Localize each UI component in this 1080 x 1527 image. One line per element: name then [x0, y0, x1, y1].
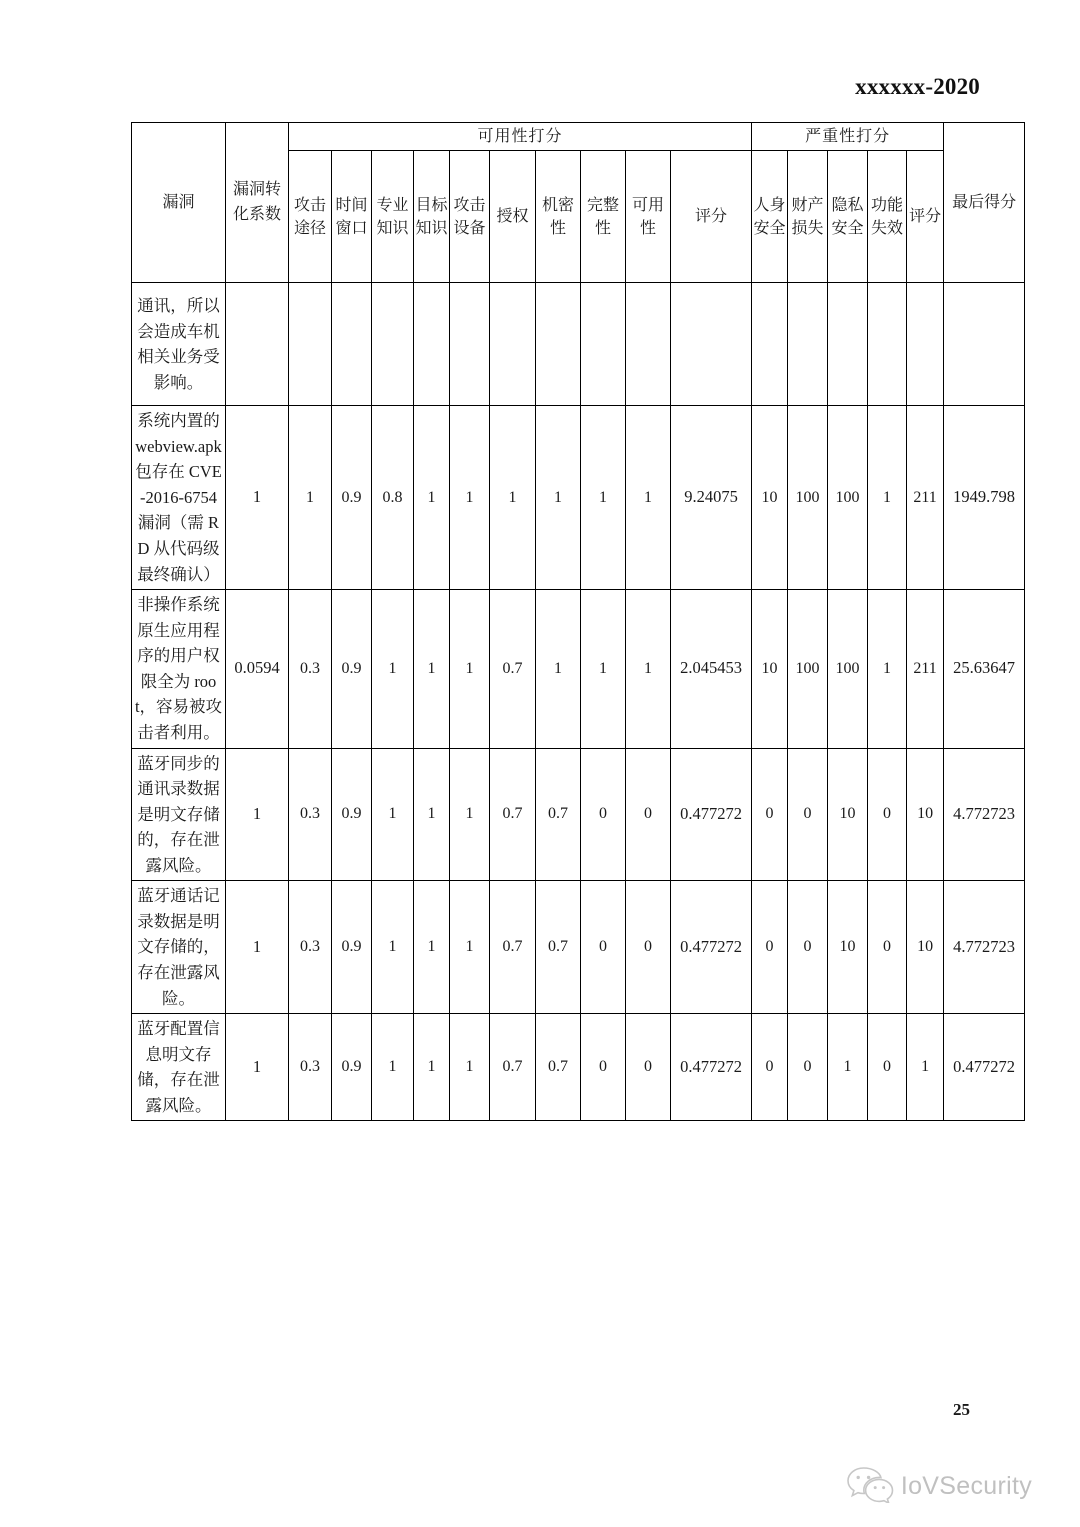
- cell-severity-metric: 0: [788, 1014, 828, 1121]
- cell-availability-metric: [536, 283, 581, 406]
- cell-severity-metric: 10: [828, 748, 868, 881]
- cell-vulnerability: 非操作系统原生应用程序的用户权限全为 root，容易被攻击者利用。: [132, 590, 226, 748]
- cell-availability-metric: 0.3: [289, 748, 332, 881]
- cell-severity-metric: 1: [868, 406, 907, 590]
- header-vulnerability: 漏洞: [132, 123, 226, 283]
- cell-availability-metric: 0.7: [536, 748, 581, 881]
- cell-severity-score: 10: [907, 748, 944, 881]
- cell-severity-metric: 0: [752, 1014, 788, 1121]
- cell-availability-metric: 0.3: [289, 881, 332, 1014]
- cell-severity-score: 211: [907, 590, 944, 748]
- cell-severity-metric: [868, 283, 907, 406]
- cell-availability-metric: 1: [581, 590, 626, 748]
- header-availability: 可用性: [626, 151, 671, 283]
- cell-availability-metric: 0: [626, 748, 671, 881]
- cell-availability-metric: 1: [372, 590, 414, 748]
- wechat-icon: [846, 1465, 894, 1508]
- cell-availability-metric: 0.9: [332, 406, 372, 590]
- cell-availability-metric: 1: [581, 406, 626, 590]
- cell-availability-metric: 1: [414, 406, 450, 590]
- cell-conversion-coefficient: 0.0594: [226, 590, 289, 748]
- cell-availability-metric: 1: [536, 590, 581, 748]
- table-row: [132, 881, 1025, 1014]
- cell-availability-metric: 0: [626, 881, 671, 1014]
- cell-severity-metric: 1: [868, 590, 907, 748]
- cell-severity-metric: 10: [752, 406, 788, 590]
- cell-availability-metric: [414, 283, 450, 406]
- cell-availability-metric: [289, 283, 332, 406]
- cell-severity-score: 10: [907, 881, 944, 1014]
- cell-severity-metric: 0: [788, 748, 828, 881]
- vulnerability-score-table: [131, 122, 1025, 1121]
- header-confidentiality: 机密性: [536, 151, 581, 283]
- cell-availability-metric: 1: [414, 1014, 450, 1121]
- cell-availability-metric: 0.9: [332, 590, 372, 748]
- header-availability-score: 评分: [671, 151, 752, 283]
- cell-vulnerability: 蓝牙配置信息明文存储，存在泄露风险。: [132, 1014, 226, 1121]
- cell-severity-score: [907, 283, 944, 406]
- cell-availability-metric: 1: [450, 406, 490, 590]
- cell-availability-metric: 0.3: [289, 590, 332, 748]
- header-integrity: 完整性: [581, 151, 626, 283]
- cell-availability-score: 0.477272: [671, 1014, 752, 1121]
- cell-availability-metric: [372, 283, 414, 406]
- header-group-availability: 可用性打分: [289, 123, 752, 151]
- cell-availability-metric: 1: [450, 881, 490, 1014]
- header-privacy-security: 隐私安全: [828, 151, 868, 283]
- cell-availability-metric: 1: [372, 1014, 414, 1121]
- table-body: [132, 283, 1025, 1121]
- cell-availability-metric: [581, 283, 626, 406]
- cell-availability-metric: 1: [414, 590, 450, 748]
- cell-availability-metric: 1: [372, 881, 414, 1014]
- header-attack-vector: 攻击途径: [289, 151, 332, 283]
- cell-severity-metric: 1: [828, 1014, 868, 1121]
- cell-availability-metric: 0: [626, 1014, 671, 1121]
- cell-availability-metric: 0.7: [490, 1014, 536, 1121]
- cell-availability-metric: 0.9: [332, 1014, 372, 1121]
- cell-severity-metric: 100: [788, 406, 828, 590]
- document-header-id: xxxxxx-2020: [855, 74, 980, 99]
- cell-severity-metric: 0: [752, 881, 788, 1014]
- table-header-group-row: [132, 123, 1025, 151]
- cell-severity-metric: 0: [868, 1014, 907, 1121]
- cell-conversion-coefficient: 1: [226, 748, 289, 881]
- cell-severity-metric: [788, 283, 828, 406]
- cell-availability-score: 9.24075: [671, 406, 752, 590]
- cell-severity-metric: 100: [788, 590, 828, 748]
- cell-availability-metric: [490, 283, 536, 406]
- header-function-failure: 功能失效: [868, 151, 907, 283]
- cell-availability-metric: [626, 283, 671, 406]
- cell-vulnerability: 蓝牙通话记录数据是明文存储的，存在泄露风险。: [132, 881, 226, 1014]
- header-expertise: 专业知识: [372, 151, 414, 283]
- table-row: [132, 1014, 1025, 1121]
- header-property-loss: 财产损失: [788, 151, 828, 283]
- cell-availability-score: 2.045453: [671, 590, 752, 748]
- table-row: [132, 406, 1025, 590]
- vulnerability-score-table-wrapper: [131, 122, 1017, 1121]
- cell-availability-metric: 1: [450, 1014, 490, 1121]
- cell-availability-metric: 1: [626, 590, 671, 748]
- watermark: [846, 1465, 1032, 1508]
- header-group-severity: 严重性打分: [752, 123, 944, 151]
- header-time-window: 时间窗口: [332, 151, 372, 283]
- cell-availability-metric: 0.7: [490, 590, 536, 748]
- cell-availability-score: 0.477272: [671, 881, 752, 1014]
- cell-availability-metric: 0: [581, 748, 626, 881]
- table-header: [132, 123, 1025, 283]
- cell-availability-metric: 0: [581, 881, 626, 1014]
- cell-severity-metric: 100: [828, 406, 868, 590]
- cell-availability-metric: 0: [581, 1014, 626, 1121]
- cell-availability-metric: 1: [536, 406, 581, 590]
- cell-availability-metric: [450, 283, 490, 406]
- header-target-knowledge: 目标知识: [414, 151, 450, 283]
- cell-availability-metric: 0.7: [490, 881, 536, 1014]
- page-number: 25: [953, 1400, 970, 1419]
- cell-availability-score: [671, 283, 752, 406]
- header-final-score: 最后得分: [944, 123, 1025, 283]
- cell-availability-metric: 1: [626, 406, 671, 590]
- cell-final-score: 4.772723: [944, 881, 1025, 1014]
- cell-severity-metric: 10: [752, 590, 788, 748]
- cell-availability-metric: 0.9: [332, 748, 372, 881]
- cell-availability-metric: 0.7: [536, 881, 581, 1014]
- cell-availability-metric: 1: [289, 406, 332, 590]
- cell-final-score: 1949.798: [944, 406, 1025, 590]
- cell-severity-metric: 100: [828, 590, 868, 748]
- cell-conversion-coefficient: [226, 283, 289, 406]
- cell-final-score: 0.477272: [944, 1014, 1025, 1121]
- cell-availability-metric: 0.3: [289, 1014, 332, 1121]
- cell-availability-metric: 0.8: [372, 406, 414, 590]
- cell-availability-metric: 1: [490, 406, 536, 590]
- cell-severity-metric: [752, 283, 788, 406]
- cell-availability-metric: 1: [414, 748, 450, 881]
- cell-final-score: 25.63647: [944, 590, 1025, 748]
- cell-availability-metric: 1: [450, 590, 490, 748]
- cell-severity-metric: 0: [788, 881, 828, 1014]
- cell-final-score: 4.772723: [944, 748, 1025, 881]
- cell-availability-metric: 1: [414, 881, 450, 1014]
- cell-vulnerability: 通讯，所以会造成车机相关业务受影响。: [132, 283, 226, 406]
- cell-severity-metric: 0: [868, 881, 907, 1014]
- cell-severity-metric: 0: [752, 748, 788, 881]
- cell-severity-metric: 0: [868, 748, 907, 881]
- header-severity-score: 评分: [907, 151, 944, 283]
- cell-severity-metric: 10: [828, 881, 868, 1014]
- cell-conversion-coefficient: 1: [226, 881, 289, 1014]
- cell-conversion-coefficient: 1: [226, 1014, 289, 1121]
- header-personal-safety: 人身安全: [752, 151, 788, 283]
- cell-availability-metric: 0.7: [536, 1014, 581, 1121]
- cell-severity-score: 211: [907, 406, 944, 590]
- table-row: [132, 748, 1025, 881]
- watermark-label: IoVSecurity: [900, 1472, 1032, 1500]
- header-authorization: 授权: [490, 151, 536, 283]
- cell-availability-score: 0.477272: [671, 748, 752, 881]
- header-attack-equipment: 攻击设备: [450, 151, 490, 283]
- cell-severity-metric: [828, 283, 868, 406]
- cell-final-score: [944, 283, 1025, 406]
- cell-availability-metric: 0.9: [332, 881, 372, 1014]
- table-row: [132, 283, 1025, 406]
- cell-availability-metric: 1: [450, 748, 490, 881]
- cell-vulnerability: 系统内置的 webview.apk 包存在 CVE-2016-6754 漏洞（需 RD 从代码级最终确认）: [132, 406, 226, 590]
- cell-availability-metric: 1: [372, 748, 414, 881]
- cell-conversion-coefficient: 1: [226, 406, 289, 590]
- cell-availability-metric: [332, 283, 372, 406]
- cell-severity-score: 1: [907, 1014, 944, 1121]
- cell-availability-metric: 0.7: [490, 748, 536, 881]
- cell-vulnerability: 蓝牙同步的通讯录数据是明文存储的，存在泄露风险。: [132, 748, 226, 881]
- table-row: [132, 590, 1025, 748]
- header-conversion-coefficient: 漏洞转化系数: [226, 123, 289, 283]
